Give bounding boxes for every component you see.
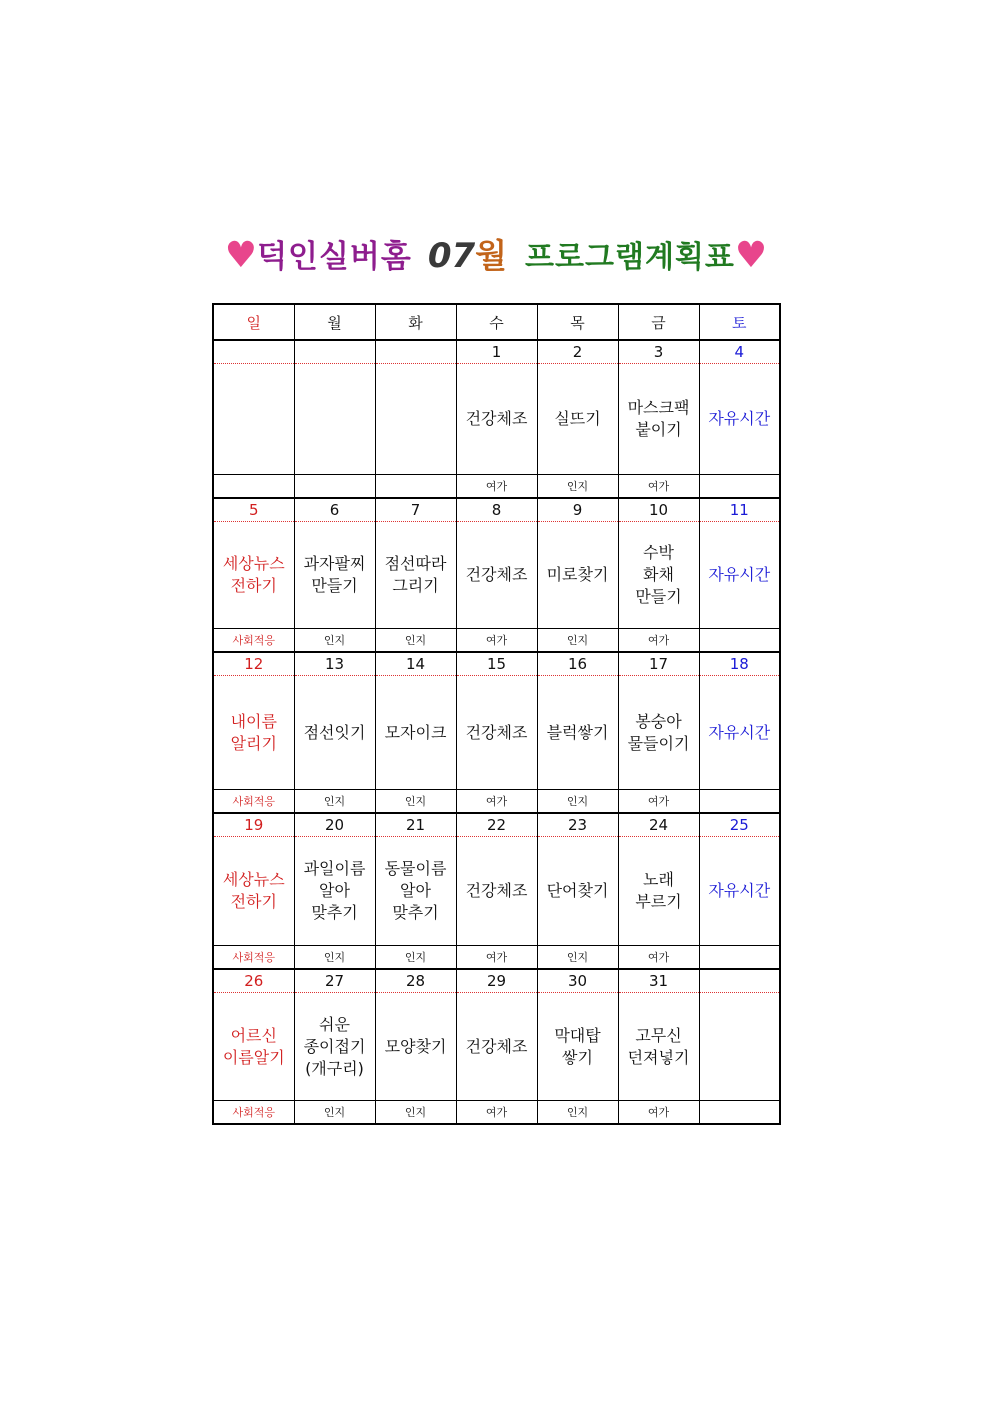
category-cell: 여가 [618, 1101, 699, 1125]
activity-cell [699, 522, 780, 629]
date-cell: 28 [375, 969, 456, 993]
date-cell: 3 [618, 340, 699, 364]
activity-label: 단어찾기 [546, 881, 609, 900]
category-cell [699, 1101, 780, 1125]
weekday-header-tue: 화 [375, 304, 456, 340]
date-cell: 24 [618, 813, 699, 837]
category-cell: 인지 [537, 629, 618, 653]
activity-cell [537, 364, 618, 475]
date-cell: 7 [375, 498, 456, 522]
activity-cell [213, 993, 294, 1101]
date-cell: 22 [456, 813, 537, 837]
week-1-categories-row [213, 475, 780, 499]
activity-label: 점선잇기 [303, 722, 366, 742]
weekday-header-sat: 토 [699, 304, 780, 340]
activity-cell [537, 837, 618, 946]
week-3-activities-row [213, 676, 780, 790]
week-5-dates-row [213, 969, 780, 993]
activity-cell [537, 993, 618, 1101]
activity-label: 자유시간 [708, 565, 771, 584]
activity-cell [294, 837, 375, 946]
week-1-dates-row [213, 340, 780, 364]
date-cell: 21 [375, 813, 456, 837]
date-cell: 13 [294, 652, 375, 676]
activity-label: 건강체조 [465, 409, 528, 428]
activity-label: 세상뉴스 전하기 [222, 870, 285, 911]
date-cell: 30 [537, 969, 618, 993]
category-cell: 사회적응 [213, 1101, 294, 1125]
activity-label: 세상뉴스 전하기 [222, 554, 285, 595]
activity-label: 수박 화채 만들기 [635, 543, 682, 606]
category-cell: 여가 [456, 475, 537, 499]
category-cell [213, 475, 294, 499]
activity-cell [375, 364, 456, 475]
weekday-header-wed: 수 [456, 304, 537, 340]
category-cell: 인지 [537, 946, 618, 970]
week-5-activities-row [213, 993, 780, 1101]
activity-label: 모양찾기 [384, 1036, 447, 1056]
activity-label: 마스크팩 붙이기 [627, 398, 690, 439]
activity-cell [456, 364, 537, 475]
weekday-header-sun: 일 [213, 304, 294, 340]
weekday-header-thu: 목 [537, 304, 618, 340]
category-cell: 인지 [375, 946, 456, 970]
activity-cell [618, 522, 699, 629]
activity-label: 과일이름 알아 맞추기 [303, 859, 366, 922]
activity-label: 과자팔찌 만들기 [303, 554, 366, 595]
activity-label: 자유시간 [708, 881, 771, 900]
date-cell: 16 [537, 652, 618, 676]
category-cell: 여가 [618, 629, 699, 653]
category-cell [699, 946, 780, 970]
activity-cell [699, 837, 780, 946]
activity-cell [375, 676, 456, 790]
date-cell: 15 [456, 652, 537, 676]
activity-label: 노래 부르기 [635, 870, 682, 911]
category-cell [699, 475, 780, 499]
weekday-header-mon: 월 [294, 304, 375, 340]
week-3-categories-row [213, 790, 780, 814]
week-2-categories-row [213, 629, 780, 653]
activity-label: 자유시간 [708, 722, 771, 742]
week-4-activities-row [213, 837, 780, 946]
activity-label: 동물이름 알아 맞추기 [384, 859, 447, 922]
week-1-activities-row [213, 364, 780, 475]
activity-cell [699, 364, 780, 475]
category-cell: 인지 [537, 1101, 618, 1125]
date-cell: 5 [213, 498, 294, 522]
category-cell: 여가 [618, 946, 699, 970]
date-cell: 25 [699, 813, 780, 837]
category-cell: 여가 [618, 475, 699, 499]
category-cell: 인지 [375, 790, 456, 814]
date-cell: 8 [456, 498, 537, 522]
activity-label: 건강체조 [465, 881, 528, 900]
activity-cell [699, 993, 780, 1101]
activity-cell [618, 993, 699, 1101]
category-cell: 인지 [294, 946, 375, 970]
date-cell [213, 340, 294, 364]
date-cell: 4 [699, 340, 780, 364]
activity-label: 어르신 이름알기 [222, 1025, 285, 1067]
activity-cell [213, 837, 294, 946]
activity-label: 점선따라 그리기 [384, 554, 447, 595]
activity-label: 블럭쌓기 [546, 722, 609, 742]
activity-cell [213, 522, 294, 629]
date-cell: 9 [537, 498, 618, 522]
activity-cell [456, 522, 537, 629]
date-cell: 23 [537, 813, 618, 837]
activity-cell [294, 522, 375, 629]
category-cell: 사회적응 [213, 629, 294, 653]
date-cell: 12 [213, 652, 294, 676]
date-cell: 20 [294, 813, 375, 837]
category-cell: 여가 [456, 946, 537, 970]
activity-label: 건강체조 [465, 1036, 528, 1056]
category-cell: 여가 [456, 790, 537, 814]
weekday-header-fri: 금 [618, 304, 699, 340]
activity-cell [618, 676, 699, 790]
activity-label: 건강체조 [465, 722, 528, 742]
category-cell: 인지 [375, 629, 456, 653]
week-2-dates-row [213, 498, 780, 522]
category-cell: 인지 [294, 629, 375, 653]
activity-cell [213, 364, 294, 475]
category-cell: 여가 [618, 790, 699, 814]
category-cell: 사회적응 [213, 790, 294, 814]
category-cell: 사회적응 [213, 946, 294, 970]
category-cell: 인지 [294, 1101, 375, 1125]
category-cell: 인지 [294, 790, 375, 814]
date-cell: 29 [456, 969, 537, 993]
activity-label: 실뜨기 [554, 409, 601, 428]
date-cell: 1 [456, 340, 537, 364]
activity-label: 쉬운 종이접기 (개구리) [303, 1014, 366, 1078]
date-cell: 10 [618, 498, 699, 522]
date-cell: 27 [294, 969, 375, 993]
heart-icon: ♥ [224, 235, 258, 276]
title-facility-name: 덕인실버홈 [257, 239, 412, 275]
activity-cell [294, 364, 375, 475]
activity-cell [375, 837, 456, 946]
program-calendar [212, 303, 781, 1125]
activity-cell [294, 993, 375, 1101]
date-cell: 31 [618, 969, 699, 993]
category-cell [699, 790, 780, 814]
activity-cell [618, 364, 699, 475]
week-4-dates-row [213, 813, 780, 837]
category-cell [699, 629, 780, 653]
activity-cell [375, 993, 456, 1101]
date-cell: 14 [375, 652, 456, 676]
title-month-number: 07 [427, 236, 476, 276]
date-cell [375, 340, 456, 364]
activity-label: 모자이크 [384, 722, 447, 742]
activity-cell [294, 676, 375, 790]
title-month-word: 월 [475, 236, 508, 275]
date-cell: 17 [618, 652, 699, 676]
activity-label: 고무신 던져넣기 [627, 1025, 690, 1067]
date-cell: 26 [213, 969, 294, 993]
date-cell: 2 [537, 340, 618, 364]
activity-cell [375, 522, 456, 629]
weekday-header-row [213, 304, 780, 340]
date-cell: 18 [699, 652, 780, 676]
activity-cell [618, 837, 699, 946]
activity-label: 자유시간 [708, 409, 771, 428]
activity-label: 건강체조 [465, 565, 528, 584]
activity-label: 막대탑 쌓기 [554, 1025, 601, 1067]
category-cell: 인지 [375, 1101, 456, 1125]
activity-label: 미로찾기 [546, 565, 609, 584]
activity-cell [456, 676, 537, 790]
page-title [212, 228, 780, 284]
category-cell [294, 475, 375, 499]
category-cell: 인지 [537, 790, 618, 814]
activity-cell [213, 676, 294, 790]
date-cell: 6 [294, 498, 375, 522]
week-3-dates-row [213, 652, 780, 676]
date-cell [294, 340, 375, 364]
activity-cell [537, 676, 618, 790]
week-5-categories-row [213, 1101, 780, 1125]
activity-cell [537, 522, 618, 629]
category-cell: 인지 [537, 475, 618, 499]
activity-cell [456, 837, 537, 946]
week-4-categories-row [213, 946, 780, 970]
category-cell [375, 475, 456, 499]
title-plan-label: 프로그램계획표 [525, 240, 735, 275]
activity-label: 내이름 알리기 [230, 711, 277, 753]
week-2-activities-row [213, 522, 780, 629]
activity-label: 봉숭아 물들이기 [627, 711, 690, 753]
heart-icon: ♥ [734, 235, 768, 276]
date-cell: 11 [699, 498, 780, 522]
category-cell: 여가 [456, 629, 537, 653]
date-cell [699, 969, 780, 993]
category-cell: 여가 [456, 1101, 537, 1125]
activity-cell [699, 676, 780, 790]
date-cell: 19 [213, 813, 294, 837]
activity-cell [456, 993, 537, 1101]
